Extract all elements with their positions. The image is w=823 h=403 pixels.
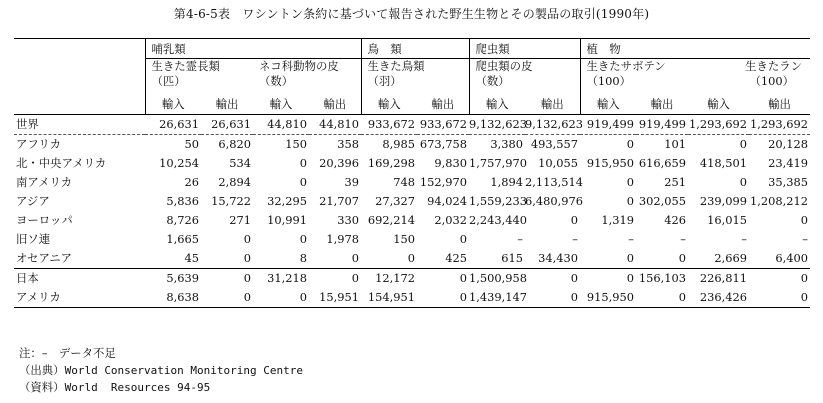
cell: 615 — [501, 251, 523, 265]
cell: 0 — [417, 288, 469, 308]
cell: 0 — [749, 268, 810, 288]
import-label: 輸入 — [688, 95, 749, 115]
cell: 251 — [664, 175, 686, 189]
trade-table — [14, 38, 810, 308]
cell: – — [802, 232, 808, 246]
table-row — [14, 192, 810, 211]
cell: 1,665 — [166, 232, 199, 246]
cell: 915,950 — [580, 288, 636, 308]
cell: 1,500,958 — [469, 268, 525, 288]
cell: 0 — [525, 288, 580, 308]
subheader: 生きた霊長類 （匹） — [145, 59, 253, 95]
cell: 616,659 — [638, 156, 686, 170]
cell: 330 — [337, 213, 359, 227]
cell: 673,758 — [417, 134, 469, 154]
group-header: 哺乳類 — [145, 39, 361, 59]
cell: 31,218 — [253, 268, 309, 288]
group-header: 植 物 — [580, 39, 810, 59]
cell: 0 — [626, 175, 634, 189]
row-label: 世界 — [16, 117, 39, 131]
cell: 0 — [580, 268, 636, 288]
cell: 0 — [299, 175, 307, 189]
cell: 236,426 — [688, 288, 749, 308]
cell: 26,631 — [211, 117, 251, 131]
cell: 6,820 — [201, 134, 253, 154]
cell: 0 — [201, 288, 253, 308]
cell: 10,991 — [267, 213, 307, 227]
cell: 0 — [243, 232, 251, 246]
row-label: アフリカ — [14, 134, 145, 154]
import-label: 輸入 — [469, 95, 525, 115]
cell: 0 — [309, 268, 361, 288]
export-label: 輸出 — [636, 95, 688, 115]
import-label: 輸入 — [361, 95, 417, 115]
cell: 919,499 — [638, 117, 686, 131]
table-row — [14, 249, 810, 269]
table-row — [14, 268, 810, 288]
cell: 44,810 — [319, 117, 359, 131]
cell: 1,208,212 — [750, 194, 808, 208]
group-header: 鳥 類 — [361, 39, 469, 59]
cell: 32,295 — [267, 194, 307, 208]
table-row — [14, 230, 810, 249]
cell: – — [628, 232, 634, 246]
subheader: 生きたサボテン （100） — [580, 59, 688, 95]
cell: 0 — [407, 251, 415, 265]
cell: 152,970 — [419, 175, 467, 189]
io-header-row — [14, 95, 810, 115]
cell: 2,113,514 — [525, 175, 583, 189]
cell: 0 — [351, 251, 359, 265]
cell: – — [680, 232, 686, 246]
row-label: 南アメリカ — [16, 175, 73, 189]
cell: 150 — [393, 232, 415, 246]
group-header: 爬虫類 — [469, 39, 580, 59]
cell: 34,430 — [538, 251, 578, 265]
cell: 12,172 — [361, 268, 417, 288]
cell: 534 — [229, 156, 251, 170]
cell: 20,128 — [749, 134, 810, 154]
cell: 919,499 — [586, 117, 634, 131]
cell: 933,672 — [419, 117, 467, 131]
cell: 0 — [800, 213, 808, 227]
cell: 50 — [145, 134, 201, 154]
cell: 0 — [299, 156, 307, 170]
group-header-row — [14, 39, 810, 59]
cell: 15,722 — [211, 194, 251, 208]
cell: 0 — [636, 288, 688, 308]
subheader: 生きたラン （100） — [688, 59, 810, 95]
export-label: 輸出 — [417, 95, 469, 115]
cell: 692,214 — [367, 213, 415, 227]
row-label: アジア — [16, 194, 50, 208]
table-row — [14, 288, 810, 308]
cell: 0 — [459, 232, 467, 246]
import-label: 輸入 — [145, 95, 201, 115]
subheader: 生きた鳥類 （羽） — [361, 59, 469, 95]
cell: 0 — [749, 288, 810, 308]
cell: 20,396 — [319, 156, 359, 170]
cell: 5,639 — [145, 268, 201, 288]
cell: 1,894 — [490, 175, 523, 189]
cell: 150 — [253, 134, 309, 154]
cell: 8,726 — [166, 213, 199, 227]
cell: – — [741, 232, 747, 246]
row-label: ヨーロッパ — [16, 213, 73, 227]
notes — [19, 345, 303, 396]
cell: 0 — [201, 268, 253, 288]
cell: 16,015 — [707, 213, 747, 227]
note-source: （出典）World Conservation Monitoring Centre — [19, 363, 303, 377]
cell: 15,951 — [309, 288, 361, 308]
cell: 425 — [445, 251, 467, 265]
cell: 915,950 — [586, 156, 634, 170]
cell: 1,293,692 — [689, 117, 747, 131]
cell: 10,254 — [159, 156, 199, 170]
row-label: オセアニア — [16, 251, 73, 265]
note-reference: （資料）World Resources 94-95 — [19, 380, 211, 394]
cell: 0 — [570, 213, 578, 227]
cell: 0 — [525, 268, 580, 288]
cell: 933,672 — [367, 117, 415, 131]
cell: 8,985 — [361, 134, 417, 154]
export-label: 輸出 — [525, 95, 580, 115]
cell: 0 — [626, 251, 634, 265]
cell: 35,385 — [768, 175, 808, 189]
cell: 0 — [580, 134, 636, 154]
cell: 94,024 — [427, 194, 467, 208]
cell: 6,400 — [775, 251, 808, 265]
cell: 101 — [636, 134, 688, 154]
cell: 27,327 — [375, 194, 415, 208]
cell: 748 — [393, 175, 415, 189]
cell: 9,830 — [434, 156, 467, 170]
cell: 0 — [678, 251, 686, 265]
cell: 2,243,440 — [469, 213, 527, 227]
cell: 1,319 — [601, 213, 634, 227]
table-row — [14, 154, 810, 173]
cell: 6,480,976 — [525, 194, 583, 208]
cell: 302,055 — [638, 194, 686, 208]
cell: 156,103 — [636, 268, 688, 288]
cell: 1,978 — [326, 232, 359, 246]
cell: 1,439,147 — [469, 288, 525, 308]
export-label: 輸出 — [749, 95, 810, 115]
cell: 271 — [229, 213, 251, 227]
cell: 2,894 — [218, 175, 251, 189]
cell: 0 — [739, 175, 747, 189]
cell: 21,707 — [319, 194, 359, 208]
cell: – — [572, 232, 578, 246]
cell: 1,293,692 — [750, 117, 808, 131]
row-label: 旧ソ連 — [16, 232, 51, 246]
cell: 0 — [417, 268, 469, 288]
cell: 39 — [344, 175, 359, 189]
cell: 10,055 — [538, 156, 578, 170]
cell: 9,132,623 — [469, 117, 527, 131]
cell: 23,419 — [768, 156, 808, 170]
cell: 0 — [299, 232, 307, 246]
cell: 169,298 — [367, 156, 415, 170]
subheader: 爬虫類の皮 （数） — [469, 59, 580, 95]
row-label: 北・中央アメリカ — [16, 156, 107, 170]
cell: 0 — [243, 251, 251, 265]
import-label: 輸入 — [253, 95, 309, 115]
cell: – — [517, 232, 523, 246]
cell: 8,638 — [145, 288, 201, 308]
cell: 26 — [184, 175, 199, 189]
cell: 358 — [309, 134, 361, 154]
export-label: 輸出 — [309, 95, 361, 115]
cell: 44,810 — [267, 117, 307, 131]
row-label: 日本 — [14, 268, 145, 288]
subheader: ネコ科動物の皮 （数） — [253, 59, 361, 95]
table-row — [14, 173, 810, 192]
cell: 0 — [626, 194, 634, 208]
table-row — [14, 211, 810, 230]
cell: 239,099 — [699, 194, 747, 208]
cell: 0 — [688, 134, 749, 154]
cell: 5,836 — [166, 194, 199, 208]
import-label: 輸入 — [580, 95, 636, 115]
cell: 0 — [253, 288, 309, 308]
cell: 8 — [299, 251, 307, 265]
cell: 226,811 — [688, 268, 749, 288]
cell: 1,559,233 — [469, 194, 527, 208]
row-label: アメリカ — [14, 288, 145, 308]
cell: 418,501 — [699, 156, 747, 170]
cell: 154,951 — [361, 288, 417, 308]
cell: 9,132,623 — [525, 117, 583, 131]
table-row — [14, 114, 810, 134]
cell: 426 — [664, 213, 686, 227]
cell: 1,757,970 — [469, 156, 527, 170]
cell: 26,631 — [159, 117, 199, 131]
cell: 3,380 — [469, 134, 525, 154]
cell: 2,669 — [714, 251, 747, 265]
subheader-row — [14, 59, 810, 95]
cell: 493,557 — [525, 134, 580, 154]
table-title: 第4-6-5表 ワシントン条約に基づいて報告された野生生物とその製品の取引(1990年) — [173, 7, 650, 21]
cell: 45 — [184, 251, 199, 265]
cell: 2,032 — [434, 213, 467, 227]
note-missing-data: 注：– データ不足 — [19, 346, 116, 360]
table-row — [14, 134, 810, 154]
export-label: 輸出 — [201, 95, 253, 115]
